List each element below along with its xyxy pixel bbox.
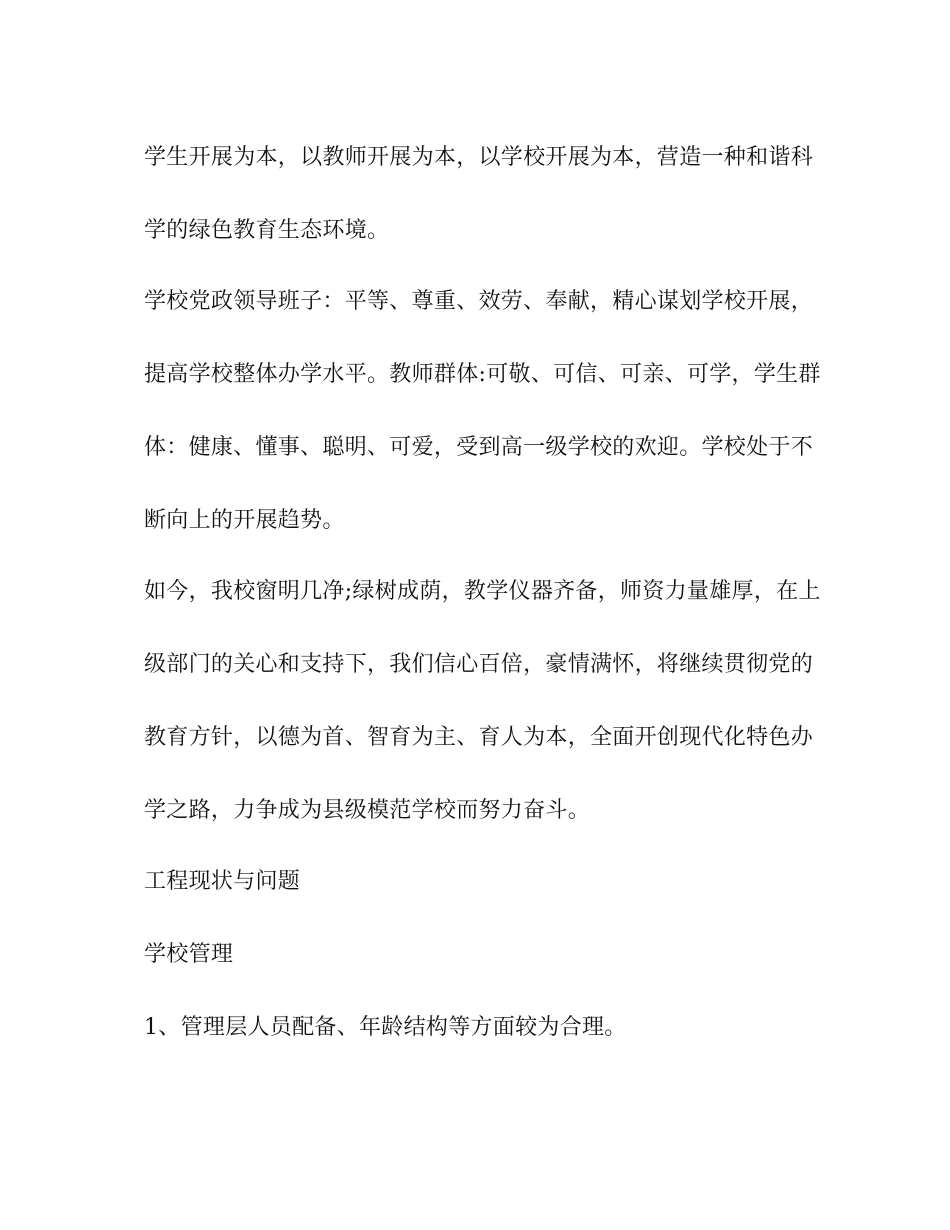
- paragraph-leadership: [144, 265, 821, 557]
- text-line: 提高学校整体办学水平。教师群体:可敬、可信、可亲、可学，学生群: [144, 362, 821, 387]
- text-line: 学生开展为本，以教师开展为本，以学校开展为本，营造一种和谐科: [144, 145, 814, 170]
- text-line: 学之路，力争成为县级模范学校而努力奋斗。: [144, 798, 591, 823]
- text-line: 体：健康、懂事、聪明、可爱，受到高一级学校的欢迎。学校处于不: [144, 435, 814, 460]
- text-line: 教育方针，以德为首、智育为主、育人为本，全面开创现代化特色办: [144, 725, 814, 750]
- text-line: 如今，我校窗明几净;绿树成荫，教学仪器齐备，师资力量雄厚，在上: [144, 579, 821, 604]
- section-heading-project-status: [144, 845, 816, 918]
- heading-text: 学校管理: [144, 942, 234, 967]
- paragraph-mission: [144, 121, 816, 267]
- text-line: 断向上的开展趋势。: [144, 508, 345, 533]
- heading-text: 工程现状与问题: [144, 869, 301, 894]
- text-line: 学的绿色教育生态环境。: [144, 218, 390, 243]
- text-line: 学校党政领导班子：平等、尊重、效劳、奉献，精心谋划学校开展，: [144, 289, 814, 314]
- list-item-text: 1、管理层人员配备、年龄结构等方面较为合理。: [144, 1015, 627, 1040]
- paragraph-current-status: [144, 555, 821, 847]
- text-line: 级部门的关心和支持下，我们信心百倍，豪情满怀，将继续贯彻党的: [144, 652, 814, 677]
- section-heading-school-management: [144, 918, 816, 991]
- list-item-management-staffing: [144, 991, 816, 1064]
